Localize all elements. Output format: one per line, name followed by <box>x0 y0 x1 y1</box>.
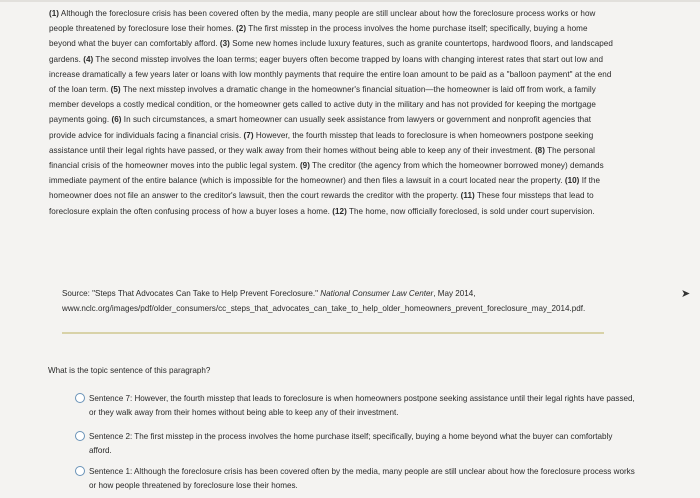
source-prefix: Source: "Steps That Advocates Can Take to Help Prevent Foreclosure." <box>62 289 321 298</box>
sentence-number-1: (1) <box>49 9 60 18</box>
sentence-8: The personal financial crisis of the homeowner moves into the public legal system. <box>49 145 595 171</box>
radio-button-icon[interactable] <box>75 431 85 441</box>
sentence-5: The next misstep involves a dramatic change in the homeowner's financial situation—the homeowner is laid off from work, a family member develops a costly medical condition, or the homeowner gets called to active duty in the military and has not provided for keeping the mortgage payments going. <box>49 85 596 125</box>
answer-option-1[interactable] <box>75 392 635 419</box>
sentence-number-7: (7) <box>243 130 254 140</box>
sentence-number-9: (9) <box>299 161 310 171</box>
answer-option-2[interactable] <box>75 430 635 457</box>
source-citation <box>62 287 662 316</box>
source-url: www.nclc.org/images/pdf/older_consumers/cc_steps_that_advocates_can_take_to_help_older_homeowners_prevent_foreclosure_may_2014.pdf. <box>62 303 586 313</box>
sentence-number-8: (8) <box>534 145 545 155</box>
answer-option-text: Sentence 7: However, the fourth misstep that leads to foreclosure is when homeowners postpone seeking assistance until their legal rights have passed, or they walk away from their homes without being able to keep any of their investment. <box>89 394 635 417</box>
sentence-3: Some new homes include luxury features, such as granite countertops, hardwood floors, and landscaped gardens. <box>49 39 613 64</box>
passage-paragraph <box>49 6 615 219</box>
source-date: , May 2014, <box>433 289 476 298</box>
sentence-number-12: (12) <box>332 206 347 216</box>
sentence-12: The home, now officially foreclosed, is sold under court supervision. <box>346 206 595 216</box>
sentence-number-11: (11) <box>460 191 475 201</box>
answer-option-3[interactable] <box>75 465 635 492</box>
question-prompt: What is the topic sentence of this paragraph? <box>48 366 211 375</box>
sentence-2: The first misstep in the process involves the home purchase itself; specifically, buying a home beyond what the buyer can comfortably afford. <box>49 24 588 49</box>
sentence-number-4: (4) <box>83 54 94 64</box>
answer-option-text: Sentence 1: Although the foreclosure crisis has been covered often by the media, many people are still unclear about how the foreclosure process works or how people threatened by foreclosure lose their homes. <box>89 467 635 490</box>
sentence-1: Although the foreclosure crisis has been covered often by the media, many people are still unclear about how the foreclosure process works or how people threatened by foreclosure lose their homes. <box>49 9 596 34</box>
sentence-4: The second misstep involves the loan terms; eager buyers often become trapped by loans with changing interest rates that start out low and increase dramatically a few years later or loans with low monthly payments that require the entire loan amount to be paid as a "balloon payment" at the end of the loan term. <box>49 54 612 95</box>
source-publication: National Consumer Law Center <box>320 289 434 298</box>
sentence-number-5: (5) <box>110 85 121 95</box>
radio-button-icon[interactable] <box>75 393 85 403</box>
sentence-11: These four missteps that lead to foreclosure explain the often confusing process of how a buyer loses a home. <box>49 191 594 216</box>
sentence-number-3: (3) <box>219 39 230 49</box>
radio-button-icon[interactable] <box>75 466 85 476</box>
sentence-7: However, the fourth misstep that leads to foreclosure is when homeowners postpone seeking assistance until their legal rights have passed, or they walk away from their homes without being able to keep any of their investment. <box>49 130 594 155</box>
divider <box>62 332 604 334</box>
sentence-10: If the homeowner does not file an answer to the creditor's lawsuit, then the court rewards the creditor with the property. <box>49 176 601 201</box>
sentence-number-10: (10) <box>564 176 580 186</box>
top-band <box>0 0 700 2</box>
sentence-number-2: (2) <box>236 24 247 34</box>
sentence-9: The creditor (the agency from which the homeowner borrowed money) demands immediate payment of the entire balance (which is impossible for the homeowner) and then files a lawsuit in a court located near the property. <box>49 161 604 186</box>
arrow-cursor-icon: ➤ <box>681 288 691 300</box>
answer-option-text: Sentence 2: The first misstep in the process involves the home purchase itself; specifically, buying a home beyond what the buyer can comfortably afford. <box>89 432 613 455</box>
sentence-number-6: (6) <box>111 115 122 125</box>
sentence-6: In such circumstances, a smart homeowner can usually seek assistance from lawyers or government and nonprofit agencies that provide advice for individuals facing a financial crisis. <box>49 115 592 140</box>
